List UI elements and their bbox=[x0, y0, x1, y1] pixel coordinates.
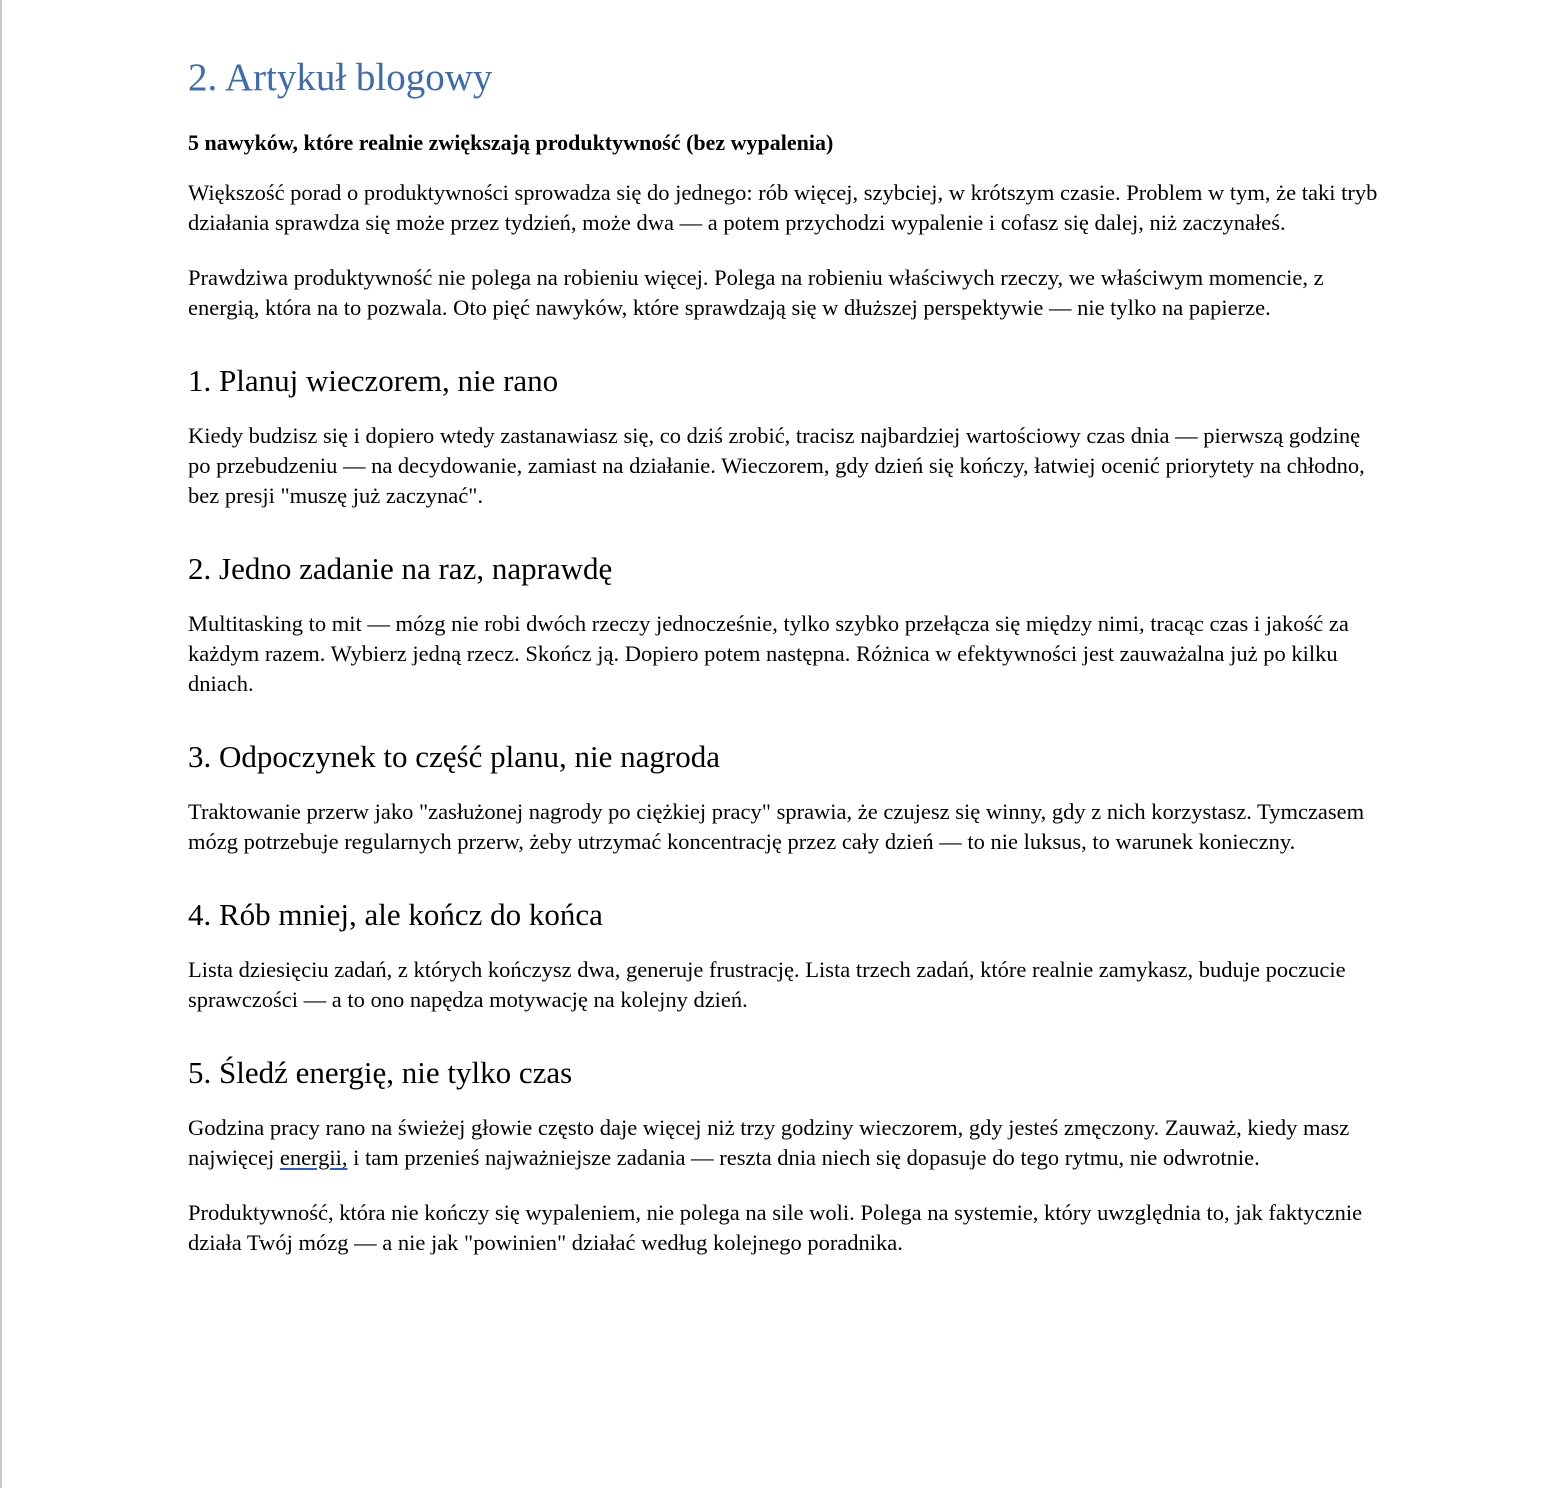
section-4 bbox=[188, 895, 1378, 1015]
section-heading: 3. Odpoczynek to część planu, nie nagroda bbox=[188, 739, 720, 774]
section-body bbox=[188, 1113, 1378, 1173]
section-heading: 2. Jedno zadanie na raz, naprawdę bbox=[188, 551, 613, 586]
document-heading: 2. Artykuł blogowy bbox=[188, 56, 493, 99]
section-2 bbox=[188, 549, 1378, 699]
spellcheck-flagged-word[interactable]: energii, bbox=[279, 1145, 348, 1170]
section-heading: 1. Planuj wieczorem, nie rano bbox=[188, 363, 559, 398]
section-body: Kiedy budzisz się i dopiero wtedy zastanawiasz się, co dziś zrobić, tracisz najbardziej wartościowy czas dnia — pierwszą godzinę po przebudzeniu — na decydowanie, zamiast na działanie. Wieczorem, gdy dzień się kończy, łatwiej ocenić priorytety na chłodno, bez presji "muszę już zaczynać". bbox=[188, 423, 1365, 508]
conclusion-paragraph: Produktywność, która nie kończy się wypaleniem, nie polega na sile woli. Polega na systemie, który uwzględnia to, jak faktycznie działa Twój mózg — a nie jak "powinien" działać według kolejnego poradnika. bbox=[188, 1200, 1363, 1255]
section-heading: 5. Śledź energię, nie tylko czas bbox=[188, 1055, 573, 1090]
section-body: Multitasking to mit — mózg nie robi dwóch rzeczy jednocześnie, tylko szybko przełącza się między nimi, tracąc czas i jakość za każdym razem. Wybierz jedną rzecz. Skończ ją. Dopiero potem następna. Różnica w efektywności jest zauważalna już po kilku dniach. bbox=[188, 611, 1349, 696]
section-3 bbox=[188, 737, 1378, 857]
intro-paragraph-2: Prawdziwa produktywność nie polega na robieniu więcej. Polega na robieniu właściwych rzeczy, we właściwym momencie, z energią, która na to pozwala. Oto pięć nawyków, które sprawdzają się w dłuższej perspektywie — nie tylko na papierze. bbox=[188, 265, 1324, 320]
section-body-text: i tam przenieś najważniejsze zadania — reszta dnia niech się dopasuje do tego rytmu, nie odwrotnie. bbox=[347, 1145, 1260, 1170]
intro-paragraph-1: Większość porad o produktywności sprowadza się do jednego: rób więcej, szybciej, w krótszym czasie. Problem w tym, że taki tryb działania sprawdza się może przez tydzień, może dwa — a potem przychodzi wypalenie i cofasz się dalej, niż zaczynałeś. bbox=[188, 180, 1378, 235]
article-title: 5 nawyków, które realnie zwiększają produktywność (bez wypalenia) bbox=[188, 130, 834, 155]
section-body-text: Godzina pracy rano na świeżej głowie często daje więcej niż trzy godziny wieczorem, gdy jesteś zmęczony. Zauważ, kiedy masz najwięcej bbox=[188, 1115, 1350, 1170]
section-body: Lista dziesięciu zadań, z których kończysz dwa, generuje frustrację. Lista trzech zadań, które realnie zamykasz, buduje poczucie sprawczości — a to ono napędza motywację na kolejny dzień. bbox=[188, 957, 1346, 1012]
section-1 bbox=[188, 361, 1378, 511]
section-body: Traktowanie przerw jako "zasłużonej nagrody po ciężkiej pracy" sprawia, że czujesz się winny, gdy z nich korzystasz. Tymczasem mózg potrzebuje regularnych przerw, żeby utrzymać koncentrację przez cały dzień — to nie luksus, to warunek konieczny. bbox=[188, 799, 1365, 854]
document-page[interactable] bbox=[188, 48, 1378, 1258]
page-left-edge bbox=[0, 0, 2, 1488]
section-5 bbox=[188, 1053, 1378, 1173]
section-heading: 4. Rób mniej, ale kończ do końca bbox=[188, 897, 603, 932]
